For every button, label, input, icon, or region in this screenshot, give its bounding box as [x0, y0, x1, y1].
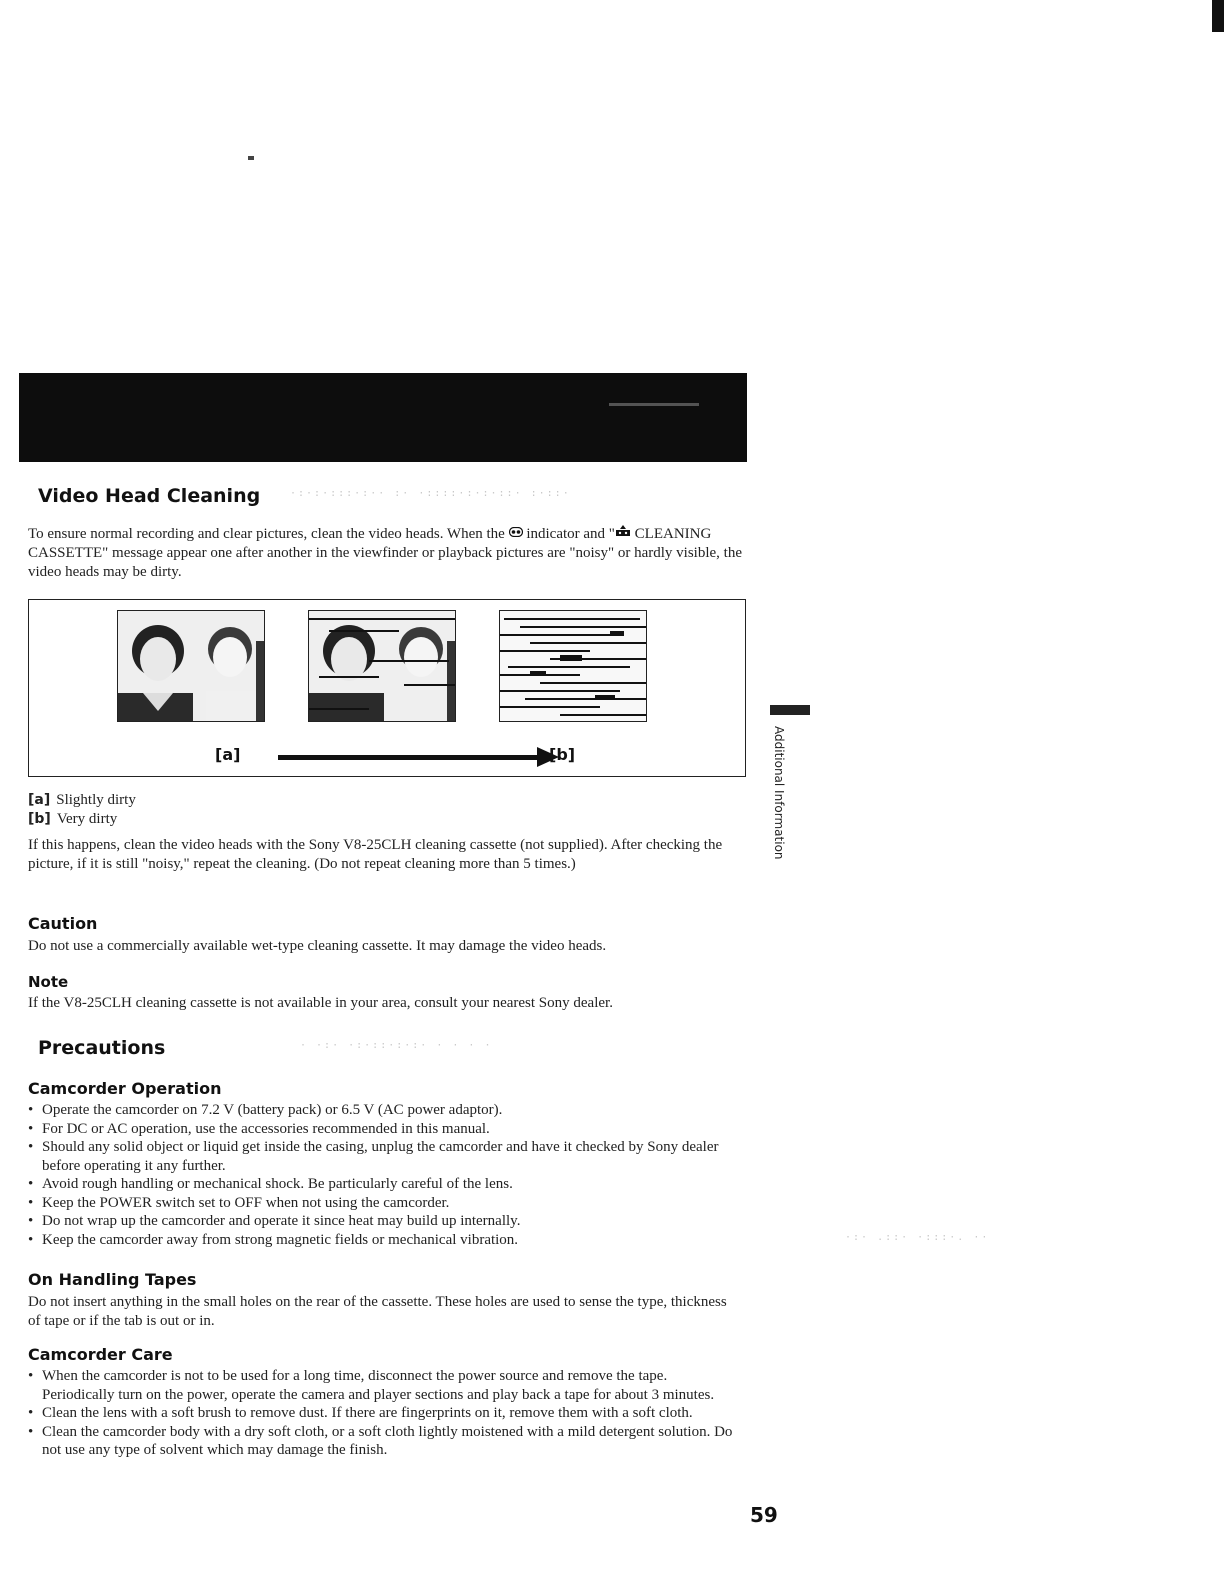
list-item: • When the camcorder is not to be used for a long time, disconnect the power source and remove the tape. Periodically turn on the power, operate the camera and player sections and play back a tape for about 3 minutes. [28, 1367, 743, 1404]
photo-clean [117, 610, 265, 722]
legend-item-a [28, 791, 136, 810]
photo-very-dirty [499, 610, 647, 722]
progression-arrow-line [278, 755, 540, 760]
list-item: • Operate the camcorder on 7.2 V (battery pack) or 6.5 V (AC power adaptor). [28, 1101, 743, 1120]
cleaning-cassette-icon [615, 524, 631, 543]
list-item: • For DC or AC operation, use the accessories recommended in this manual. [28, 1120, 743, 1139]
caution-text: Do not use a commercially available wet-type cleaning cassette. It may damage the video heads. [28, 938, 607, 954]
figure-label-b: [b] [549, 745, 576, 764]
legend-item-b [28, 810, 117, 829]
margin-scan-noise: ·:· .::· ·:::·. ·· [845, 1232, 990, 1243]
list-item: • Keep the camcorder away from strong magnetic fields or mechanical vibration. [28, 1231, 743, 1250]
dirty-heads-figure [28, 599, 746, 777]
note-heading: Note [28, 973, 69, 991]
intro-text-1: To ensure normal recording and clear pictures, clean the video heads. When the [28, 526, 505, 542]
list-item: • Should any solid object or liquid get inside the casing, unplug the camcorder and have it checked by Sony dealer before operating it any further. [28, 1138, 743, 1175]
scan-speck [248, 156, 254, 160]
side-tab-label: Additional Information [772, 726, 786, 860]
camcorder-care-list [28, 1367, 743, 1460]
precautions-title: Precautions [38, 1037, 166, 1059]
header-bar-noise [609, 403, 699, 406]
intro-text-3: CLEANING CASSETTE" message appear one after another in the viewfinder or playback pictures are "noisy" or hardly visible, the video heads may be dirty. [28, 526, 742, 580]
list-item: • Clean the camcorder body with a dry soft cloth, or a soft cloth lightly moistened with a mild detergent solution. Do not use any type of solvent which may damage the finish. [28, 1423, 743, 1460]
legend-text-a: Slightly dirty [56, 792, 136, 808]
list-item: • Clean the lens with a soft brush to remove dust. If there are fingerprints on it, remove them with a soft cloth. [28, 1404, 743, 1423]
page-number: 59 [750, 1503, 778, 1527]
cleaning-instruction: If this happens, clean the video heads with the Sony V8-25CLH cleaning cassette (not supplied). After checking the picture, if it is still "noisy," repeat the cleaning. (Do not repeat cleaning more than 5 times.) [28, 837, 723, 872]
precautions-scan-noise: · ·:· ·:·::·:·:· · · · · [300, 1040, 493, 1051]
intro-paragraph [28, 524, 746, 582]
caution-heading: Caution [28, 914, 98, 933]
handling-tapes-heading: On Handling Tapes [28, 1270, 197, 1289]
title-scan-noise: ·:·:·:::·:·· :· ·::::·:·:·::· :·::· [290, 488, 571, 499]
cassette-icon [509, 524, 523, 543]
video-head-cleaning-title: Video Head Cleaning [38, 485, 261, 507]
photo-slightly-dirty [308, 610, 456, 722]
legend-key-a: [a] [28, 792, 51, 808]
legend-key-b: [b] [28, 811, 51, 827]
camcorder-care-heading: Camcorder Care [28, 1345, 173, 1364]
camcorder-operation-list [28, 1101, 743, 1249]
camcorder-operation-heading: Camcorder Operation [28, 1079, 222, 1098]
side-tab-marker [770, 705, 810, 715]
legend-text-b: Very dirty [56, 811, 118, 827]
note-text: If the V8-25CLH cleaning cassette is not available in your area, consult your nearest Sony dealer. [28, 995, 613, 1011]
list-item: • Do not wrap up the camcorder and operate it since heat may build up internally. [28, 1212, 743, 1231]
section-header-bar [19, 373, 747, 462]
list-item: • Keep the POWER switch set to OFF when not using the camcorder. [28, 1194, 743, 1213]
handling-tapes-text: Do not insert anything in the small holes on the rear of the cassette. These holes are used to sense the type, thickness of tape or if the tab is out or in. [28, 1294, 727, 1329]
intro-text-2: indicator and " [526, 526, 615, 542]
list-item: • Avoid rough handling or mechanical shock. Be particularly careful of the lens. [28, 1175, 743, 1194]
figure-label-a: [a] [215, 745, 241, 764]
scan-corner-mark [1212, 0, 1224, 32]
